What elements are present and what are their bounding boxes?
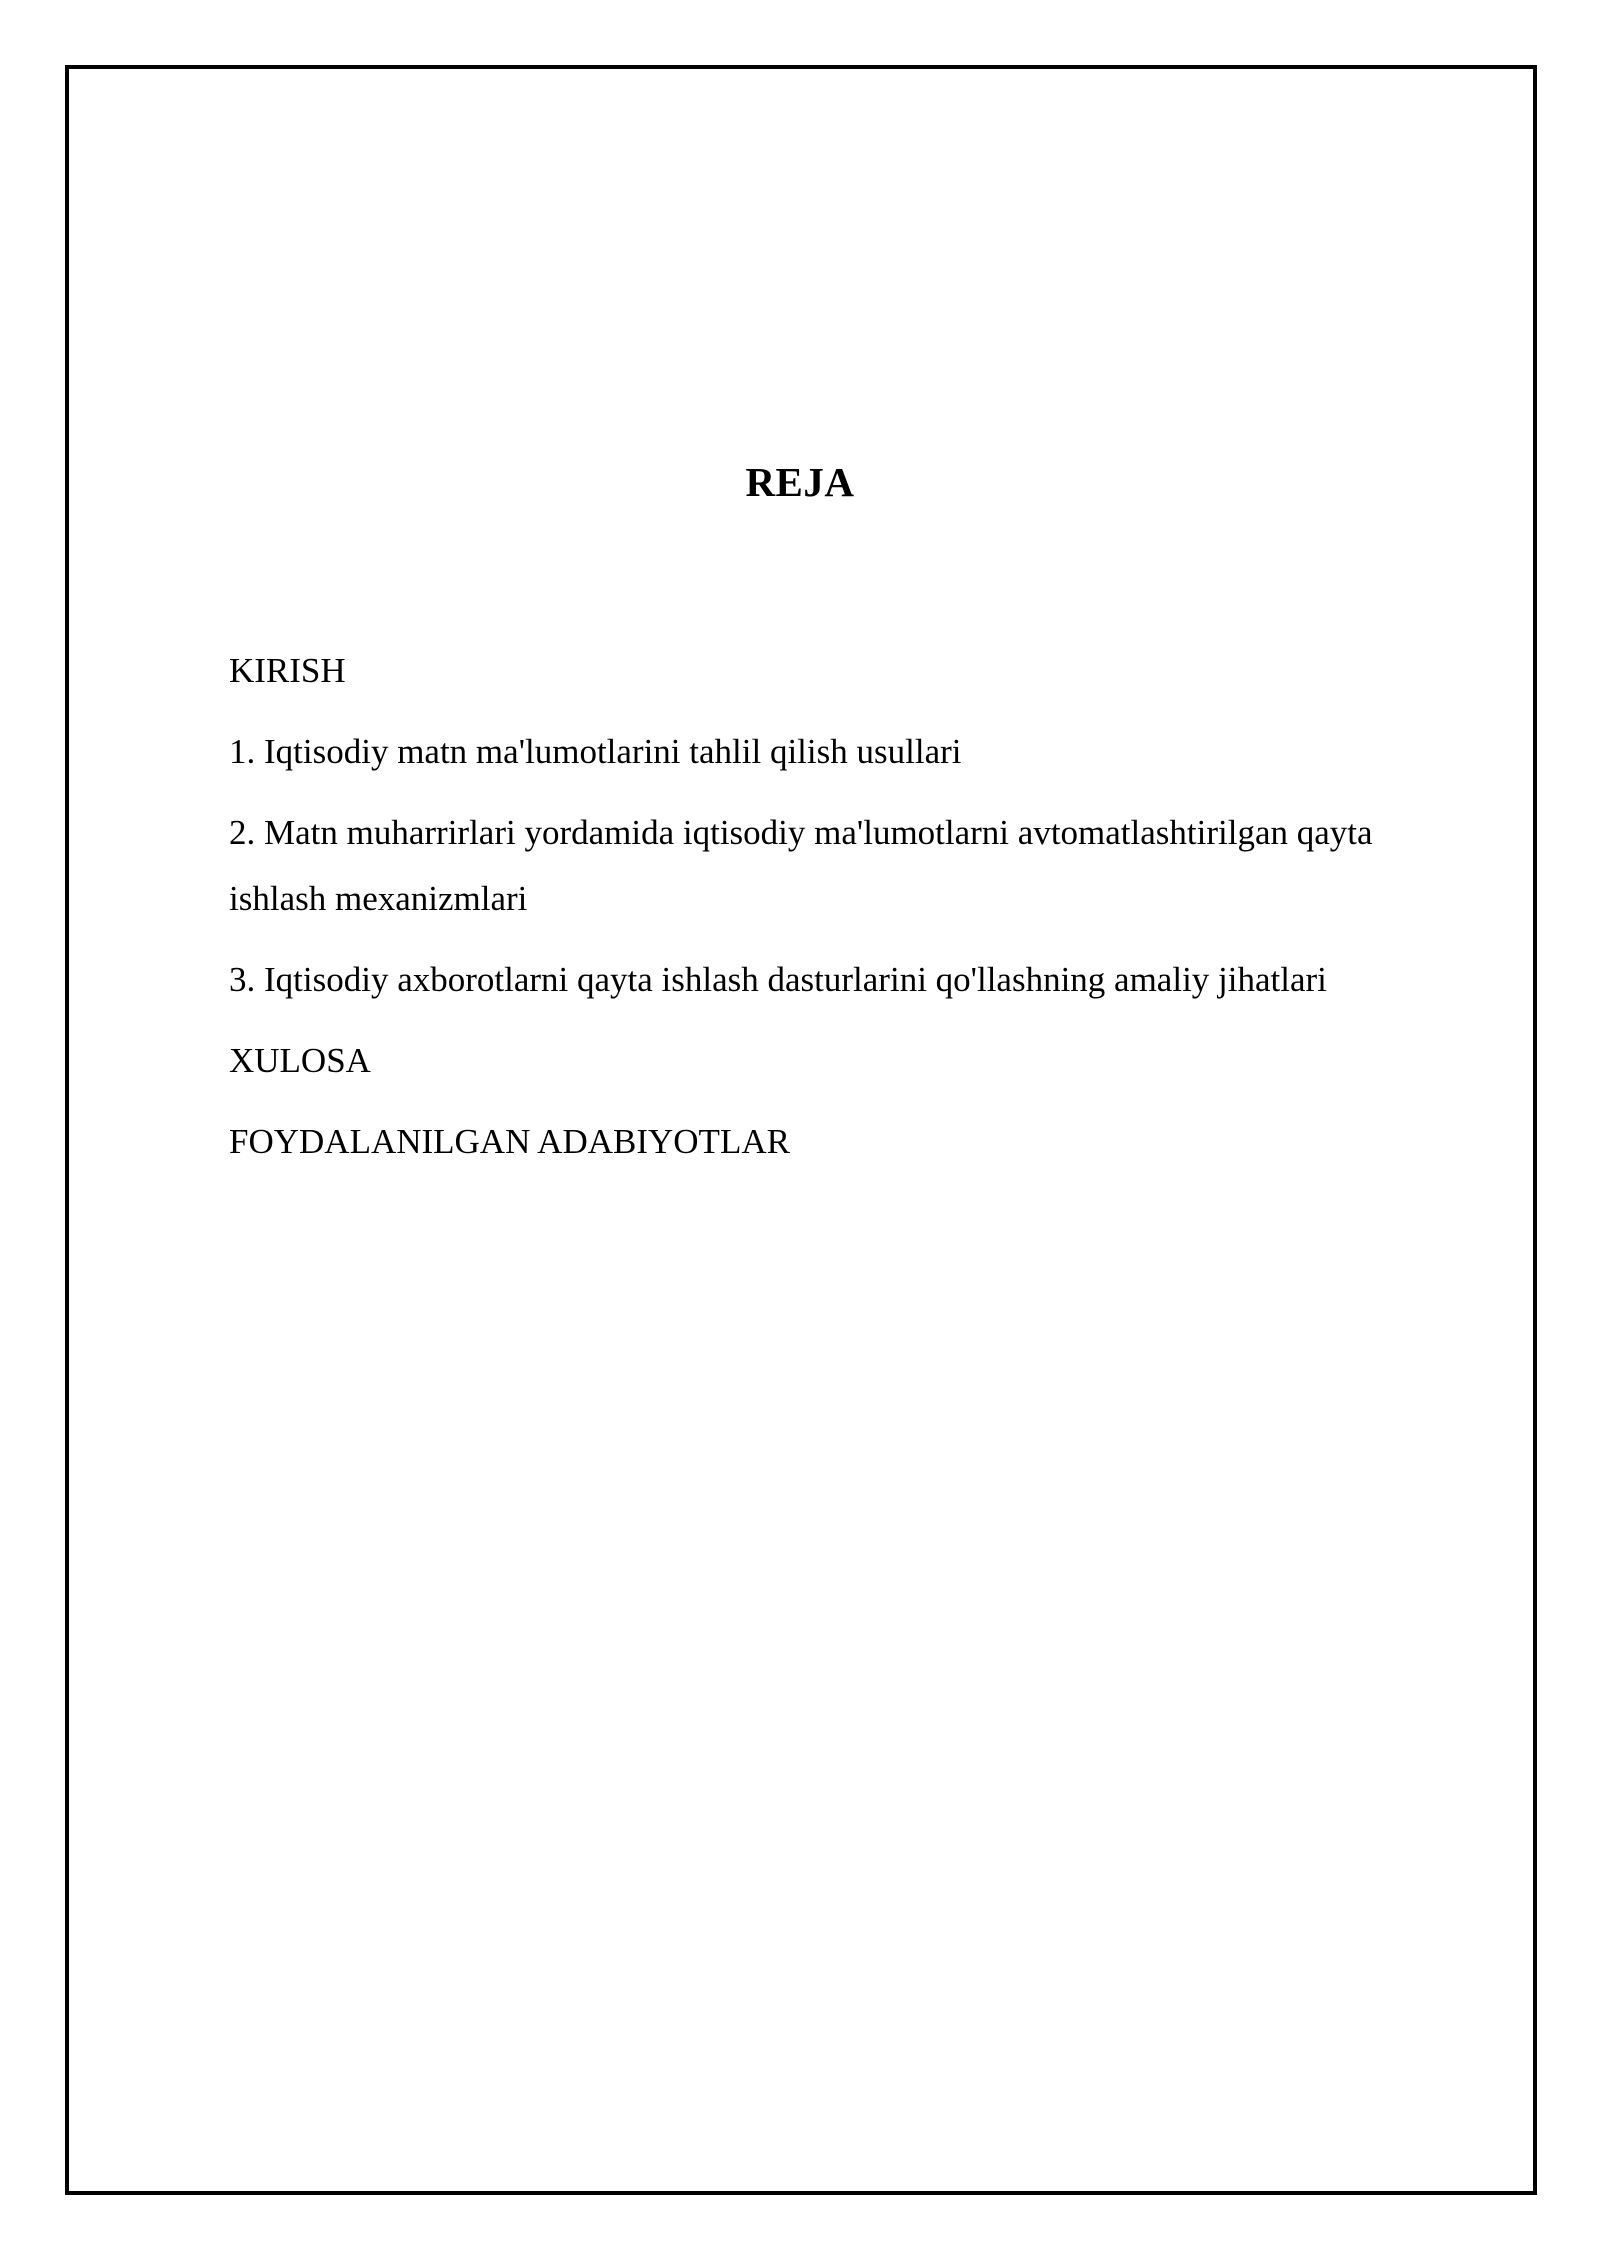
page-title: REJA [745, 459, 855, 505]
toc-item-conclusion: XULOSA [229, 1041, 371, 1080]
table-of-contents [229, 638, 1469, 1190]
toc-item-section-1: 1. Iqtisodiy matn ma'lumotlarini tahlil qilish usullari [229, 732, 962, 771]
toc-item-references: FOYDALANILGAN ADABIYOTLAR [229, 1122, 790, 1161]
toc-item-introduction: KIRISH [229, 651, 346, 690]
toc-item-section-3: 3. Iqtisodiy axborotlarni qayta ishlash dasturlarini qo'llashning amaliy jihatlari [229, 960, 1327, 999]
toc-item-section-2: 2. Matn muharrirlari yordamida iqtisodiy ma'lumotlarni avtomatlashtirilgan qayta ishlash mexanizmlari [229, 813, 1373, 918]
